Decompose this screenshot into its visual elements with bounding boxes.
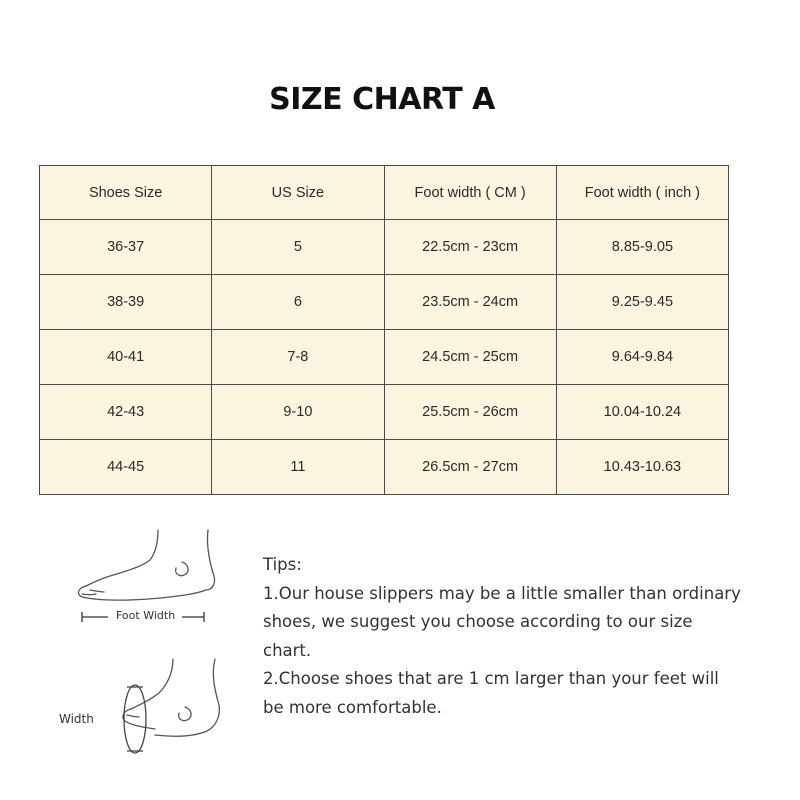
cell-shoes-size: 36-37: [40, 220, 212, 275]
cell-foot-width-inch: 8.85-9.05: [556, 220, 728, 275]
size-chart-table: [39, 165, 729, 495]
header-us-size: US Size: [212, 166, 384, 220]
table-header-row: [40, 166, 729, 220]
foot-front-icon: [55, 655, 230, 765]
table-row: [40, 275, 729, 330]
cell-shoes-size: 38-39: [40, 275, 212, 330]
cell-foot-width-cm: 22.5cm - 23cm: [384, 220, 556, 275]
cell-us-size: 5: [212, 220, 384, 275]
foot-side-diagram: [70, 528, 220, 628]
cell-foot-width-cm: 25.5cm - 26cm: [384, 385, 556, 440]
cell-foot-width-inch: 9.64-9.84: [556, 330, 728, 385]
tip-2: 2.Choose shoes that are 1 cm larger than your feet will be more comfortable.: [263, 669, 719, 717]
cell-foot-width-inch: 9.25-9.45: [556, 275, 728, 330]
table-row: [40, 440, 729, 495]
cell-us-size: 11: [212, 440, 384, 495]
cell-foot-width-cm: 26.5cm - 27cm: [384, 440, 556, 495]
cell-foot-width-inch: 10.43-10.63: [556, 440, 728, 495]
cell-foot-width-inch: 10.04-10.24: [556, 385, 728, 440]
foot-front-diagram: [55, 655, 230, 765]
cell-us-size: 7-8: [212, 330, 384, 385]
tip-1: 1.Our house slippers may be a little smaller than ordinary shoes, we suggest you choose according to our size chart.: [263, 583, 741, 660]
table-row: [40, 330, 729, 385]
header-shoes-size: Shoes Size: [40, 166, 212, 220]
tips-heading: Tips:: [263, 555, 302, 574]
cell-shoes-size: 40-41: [40, 330, 212, 385]
width-label: Width: [59, 712, 94, 726]
foot-width-label: Foot Width: [116, 609, 176, 622]
cell-foot-width-cm: 23.5cm - 24cm: [384, 275, 556, 330]
page-title: SIZE CHART A: [269, 82, 495, 117]
tips-section: [263, 551, 743, 722]
table-row: [40, 385, 729, 440]
cell-us-size: 9-10: [212, 385, 384, 440]
cell-shoes-size: 44-45: [40, 440, 212, 495]
table-row: [40, 220, 729, 275]
header-foot-width-inch: Foot width ( inch ): [556, 166, 728, 220]
header-foot-width-cm: Foot width ( CM ): [384, 166, 556, 220]
cell-shoes-size: 42-43: [40, 385, 212, 440]
cell-foot-width-cm: 24.5cm - 25cm: [384, 330, 556, 385]
cell-us-size: 6: [212, 275, 384, 330]
